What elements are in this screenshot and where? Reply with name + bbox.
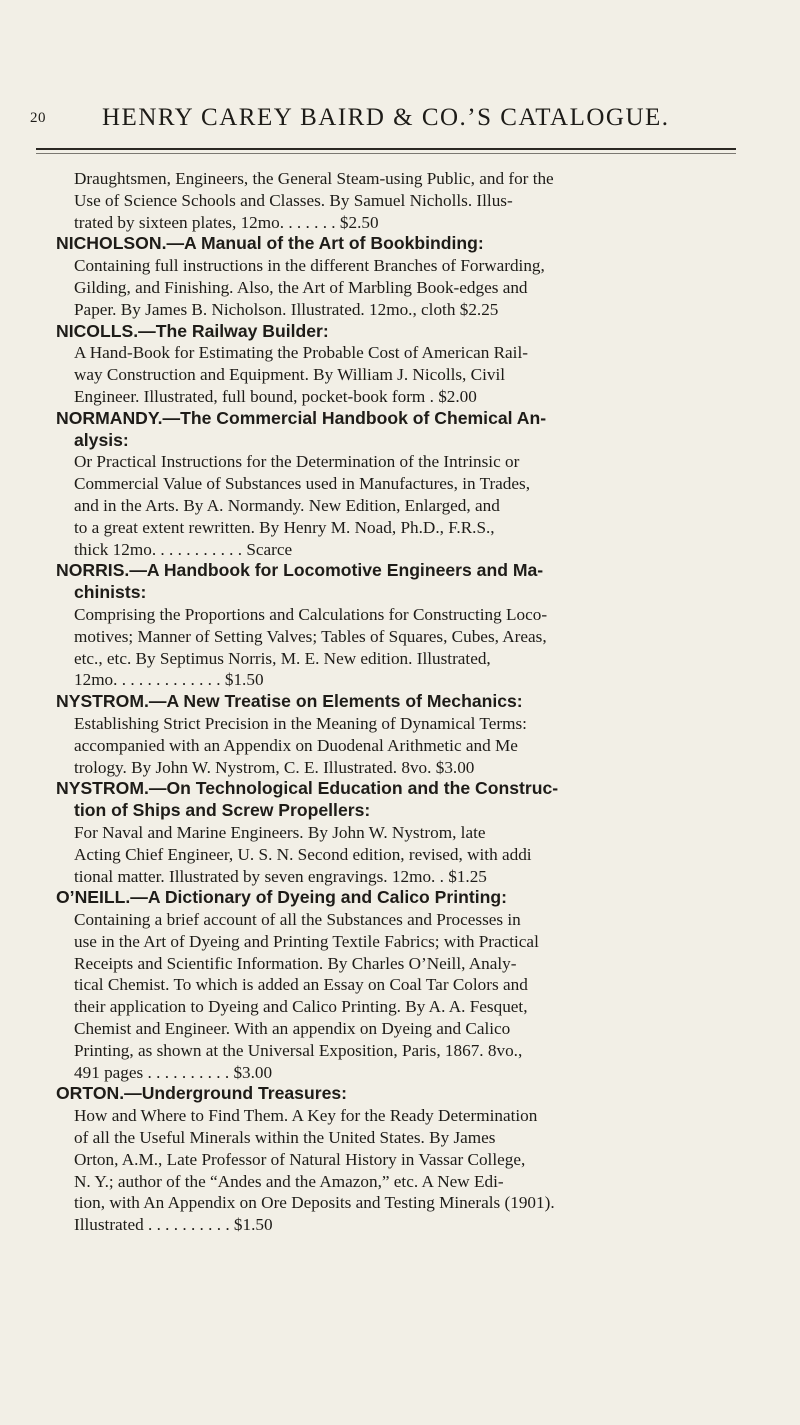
entry-heading-orton: ORTON.—Underground Treasures: xyxy=(56,1083,347,1104)
text-line: etc., etc. By Septimus Norris, M. E. New edition. Illustrated, xyxy=(74,648,491,668)
running-title: HENRY CAREY BAIRD & CO.’S CATALOGUE. xyxy=(102,104,670,131)
header-rule-thin xyxy=(36,153,736,154)
entry-heading-nicholson: NICHOLSON.—A Manual of the Art of Bookbinding: xyxy=(56,233,484,254)
text-line: 12mo. . . . . . . . . . . . . $1.50 xyxy=(74,670,264,690)
text-line: Orton, A.M., Late Professor of Natural History in Vassar College, xyxy=(74,1149,526,1169)
text-line: Establishing Strict Precision in the Meaning of Dynamical Terms: xyxy=(74,713,527,733)
text-line: Draughtsmen, Engineers, the General Steam-using Public, and for the xyxy=(74,169,554,188)
entry-heading-normandy: NORMANDY.—The Commercial Handbook of Chemical An- xyxy=(56,407,547,428)
text-line: trated by sixteen plates, 12mo. . . . . . . $2.50 xyxy=(74,212,379,232)
text-line: Or Practical Instructions for the Determination of the Intrinsic or xyxy=(74,452,520,472)
text-line: Gilding, and Finishing. Also, the Art of Marbling Book-edges and xyxy=(74,277,528,297)
text-line: of all the Useful Minerals within the United States. By James xyxy=(74,1128,496,1148)
text-line: to a great extent rewritten. By Henry M. Noad, Ph.D., F.R.S., xyxy=(74,517,495,537)
text-line: Commercial Value of Substances used in Manufactures, in Trades, xyxy=(74,474,531,494)
text-line: Engineer. Illustrated, full bound, pocket-book form . $2.00 xyxy=(74,386,477,406)
text-line: tical Chemist. To which is added an Essay on Coal Tar Colors and xyxy=(74,975,528,995)
entry-heading-nicolls: NICOLLS.—The Railway Builder: xyxy=(56,320,329,341)
text-line: Containing full instructions in the different Branches of Forwarding, xyxy=(74,256,545,276)
entry-heading-nystrom-mechanics: NYSTROM.—A New Treatise on Elements of Mechanics: xyxy=(56,691,523,712)
text-line: Use of Science Schools and Classes. By Samuel Nicholls. Illus- xyxy=(74,190,513,210)
text-line: tion, with An Appendix on Ore Deposits and Testing Minerals (1901). xyxy=(74,1193,555,1213)
text-line: way Construction and Equipment. By William J. Nicolls, Civil xyxy=(74,365,506,385)
text-line: Illustrated . . . . . . . . . . $1.50 xyxy=(74,1215,273,1235)
text-line: Containing a brief account of all the Substances and Processes in xyxy=(74,910,521,930)
text-line: and in the Arts. By A. Normandy. New Edition, Enlarged, and xyxy=(74,495,500,515)
text-line: 491 pages . . . . . . . . . . $3.00 xyxy=(74,1062,273,1082)
page-header xyxy=(30,104,770,136)
text-line: Chemist and Engineer. With an appendix on Dyeing and Calico xyxy=(74,1019,511,1039)
text-line: How and Where to Find Them. A Key for the Ready Determination xyxy=(74,1106,538,1126)
text-line: thick 12mo. . . . . . . . . . . Scarce xyxy=(74,539,293,559)
entry-heading-nystrom-technological-cont: tion of Ships and Screw Propellers: xyxy=(74,800,371,821)
entry-heading-oneill: O’NEILL.—A Dictionary of Dyeing and Calico Printing: xyxy=(56,887,507,908)
entry-heading-norris: NORRIS.—A Handbook for Locomotive Engineers and Ma- xyxy=(56,560,544,581)
text-line: trology. By John W. Nystrom, C. E. Illustrated. 8vo. $3.00 xyxy=(74,757,475,777)
entry-heading-norris-cont: chinists: xyxy=(74,582,147,603)
text-line: accompanied with an Appendix on Duodenal Arithmetic and Me xyxy=(74,735,518,755)
text-line: tional matter. Illustrated by seven engravings. 12mo. . $1.25 xyxy=(74,866,487,886)
catalogue-entries xyxy=(56,168,767,1236)
text-line: Printing, as shown at the Universal Exposition, Paris, 1867. 8vo., xyxy=(74,1040,523,1060)
text-line: A Hand-Book for Estimating the Probable Cost of American Rail- xyxy=(74,343,528,363)
entry-heading-nystrom-technological: NYSTROM.—On Technological Education and the Construc- xyxy=(56,778,559,799)
entry-heading-normandy-cont: alysis: xyxy=(74,429,129,450)
text-line: their application to Dyeing and Calico Printing. By A. A. Fesquet, xyxy=(74,997,528,1017)
text-line: Comprising the Proportions and Calculations for Constructing Loco- xyxy=(74,604,548,624)
text-line: Receipts and Scientific Information. By Charles O’Neill, Analy- xyxy=(74,953,517,973)
text-line: N. Y.; author of the “Andes and the Amazon,” etc. A New Edi- xyxy=(74,1171,504,1191)
page-number: 20 xyxy=(30,110,46,126)
text-line: Paper. By James B. Nicholson. Illustrated. 12mo., cloth $2.25 xyxy=(74,299,499,319)
text-line: Acting Chief Engineer, U. S. N. Second edition, revised, with addi xyxy=(74,844,532,864)
text-line: motives; Manner of Setting Valves; Tables of Squares, Cubes, Areas, xyxy=(74,626,547,646)
text-line: use in the Art of Dyeing and Printing Textile Fabrics; with Practical xyxy=(74,931,539,951)
header-rule xyxy=(36,148,736,150)
text-line: For Naval and Marine Engineers. By John W. Nystrom, late xyxy=(74,822,486,842)
